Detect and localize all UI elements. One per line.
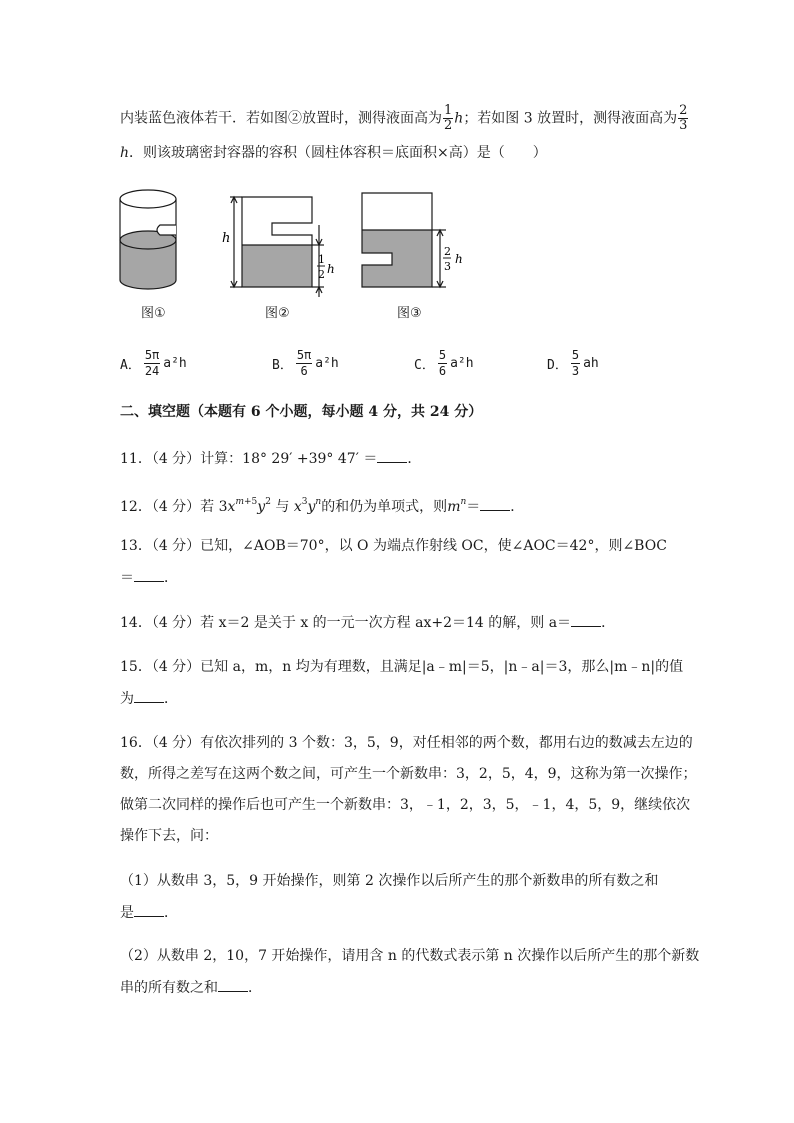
period: ． xyxy=(510,499,525,515)
fraction-numerator: 1 xyxy=(444,103,453,118)
label-twothirds-den: 3 xyxy=(444,260,451,273)
container-2-liquid xyxy=(242,245,312,287)
question-16-line-2: 数，所得之差写在这两个数之间，可产生一个新数串：3，2，5，4，9，这称为第一次操作； xyxy=(120,766,697,782)
period: ． xyxy=(407,451,422,467)
answer-blank[interactable] xyxy=(134,567,164,582)
option-letter: C． xyxy=(414,358,435,373)
option-letter: B． xyxy=(272,358,293,373)
answer-blank[interactable] xyxy=(571,612,601,627)
fraction-numerator: 5π xyxy=(144,348,160,362)
answer-blank[interactable] xyxy=(134,688,164,703)
intro-line-1 xyxy=(120,104,689,133)
option-tail: a²h xyxy=(163,356,187,371)
question-15-line-2 xyxy=(120,688,178,709)
figure-2-caption: 图② xyxy=(265,306,290,321)
variable-h: h xyxy=(120,145,130,161)
figure-2-container xyxy=(230,197,325,297)
question-16-part-2-line-2 xyxy=(120,977,262,998)
period: ． xyxy=(601,615,616,631)
fraction-numerator: 2 xyxy=(679,103,688,118)
cylinder-notch xyxy=(157,225,176,235)
period: ． xyxy=(164,570,178,586)
question-12-text: ＝ xyxy=(466,499,481,515)
fraction-one-half xyxy=(443,104,453,133)
label-half-num: 1 xyxy=(318,253,325,266)
answer-blank[interactable] xyxy=(218,977,248,992)
figure-3-container xyxy=(362,193,451,287)
question-16-part-1-line-2 xyxy=(120,902,178,923)
fraction-numerator: 5π xyxy=(296,348,312,362)
option-letter: D． xyxy=(547,358,568,373)
question-16-line-3: 做第二次同样的操作后也可产生一个新数串：3，﹣1，2，3，5，﹣1，4，5，9，继续依次 xyxy=(120,797,691,813)
option-letter: A． xyxy=(120,358,141,373)
answer-blank[interactable] xyxy=(134,902,164,917)
fraction-denominator: 6 xyxy=(300,364,308,378)
question-16-text: 串的所有数之和 xyxy=(120,980,218,996)
answer-blank[interactable] xyxy=(377,448,407,463)
period: ． xyxy=(164,691,178,707)
question-14 xyxy=(120,612,615,633)
label-half-den: 2 xyxy=(318,268,325,281)
question-11-text: 11．（4 分）计算：18° 29′ +39° 47′ ＝ xyxy=(120,451,378,467)
fraction-numerator: 5 xyxy=(571,348,580,362)
question-16-part-1-line-1: （1）从数串 3，5，9 开始操作，则第 2 次操作以后所产生的那个新数串的所有数之和 xyxy=(120,873,659,889)
label-twothirds-h: h xyxy=(455,252,463,266)
question-14-text: 14．（4 分）若 x＝2 是关于 x 的一元一次方程 ax+2＝14 的解，则 a＝ xyxy=(120,615,572,631)
question-16-part-2-line-1: （2）从数串 2，10，7 开始操作，请用含 n 的代数式表示第 n 次操作以后所产生的那个新数 xyxy=(120,948,700,964)
label-h: h xyxy=(222,231,231,246)
question-12-text: 与 xyxy=(275,499,290,515)
option-fraction xyxy=(438,348,447,379)
label-twothirds-num: 2 xyxy=(444,245,451,258)
option-tail: a²h xyxy=(450,356,474,371)
figure-3-caption: 图③ xyxy=(397,306,422,321)
question-16-line-1: 16．（4 分）有依次排列的 3 个数：3，5，9，对任相邻的两个数，都用右边的数减去左边的 xyxy=(120,735,693,751)
cylinder-top xyxy=(120,190,176,208)
fraction-two-thirds xyxy=(678,104,688,133)
period: ． xyxy=(248,980,262,996)
answer-blank[interactable] xyxy=(480,496,510,511)
fraction-denominator: 3 xyxy=(679,118,688,133)
intro-text-2: ；若如图 3 放置时，测得液面高为 xyxy=(463,110,678,127)
container-3-liquid xyxy=(362,230,432,287)
option-fraction xyxy=(296,348,312,379)
fraction-numerator: 5 xyxy=(438,348,447,362)
option-a[interactable] xyxy=(120,348,187,379)
intro-line-2 xyxy=(120,143,547,163)
fraction-denominator: 6 xyxy=(438,364,447,378)
option-b[interactable] xyxy=(272,348,339,379)
question-12: 12．（4 分）若 $3x^{m+5}y^2$ 与 $x^3y^n$的和仍为单项式，则$m^n=$ ． xyxy=(120,497,525,515)
question-16-line-4: 操作下去，问： xyxy=(120,828,218,844)
question-16-text: 是 xyxy=(120,905,134,921)
intro-text-3: ．则该玻璃密封容器的容积（圆柱体容积＝底面积×高）是（ ） xyxy=(129,145,547,161)
fraction-denominator: 24 xyxy=(144,364,160,378)
question-13-line-2 xyxy=(120,567,178,588)
option-tail: a²h xyxy=(315,356,339,371)
intro-text-1: 内装蓝色液体若干．若如图②放置时，测得液面高为 xyxy=(120,110,442,127)
question-11 xyxy=(120,448,421,469)
option-c[interactable] xyxy=(414,348,474,379)
question-13-text: ＝ xyxy=(120,570,134,586)
variable-h: h xyxy=(454,110,464,127)
figure-1-caption: 图① xyxy=(141,306,166,321)
option-fraction xyxy=(144,348,160,379)
period: ． xyxy=(164,905,178,921)
question-12-text: 的和仍为单项式，则 xyxy=(321,499,448,515)
option-d[interactable] xyxy=(547,348,599,379)
fraction-denominator: 3 xyxy=(571,364,580,378)
question-15-line-1: 15．（4 分）已知 a，m，n 均为有理数，且满足|a﹣m|＝5，|n﹣a|＝3，那么|m﹣n|的值 xyxy=(120,659,684,675)
fraction-denominator: 2 xyxy=(444,118,453,133)
option-tail: ah xyxy=(583,356,599,371)
figure-1-cylinder xyxy=(120,190,176,289)
figures-svg xyxy=(110,185,490,300)
question-15-text: 为 xyxy=(120,691,134,707)
label-half-h: h xyxy=(327,262,335,276)
section-2-title: 二、填空题（本题有 6 个小题，每小题 4 分，共 24 分） xyxy=(120,404,483,420)
question-12-text: 12．（4 分）若 3 xyxy=(120,499,228,515)
question-13-line-1: 13．（4 分）已知，∠AOB＝70°，以 O 为端点作射线 OC，使∠AOC＝42°，则∠BOC xyxy=(120,538,667,554)
option-fraction xyxy=(571,348,580,379)
